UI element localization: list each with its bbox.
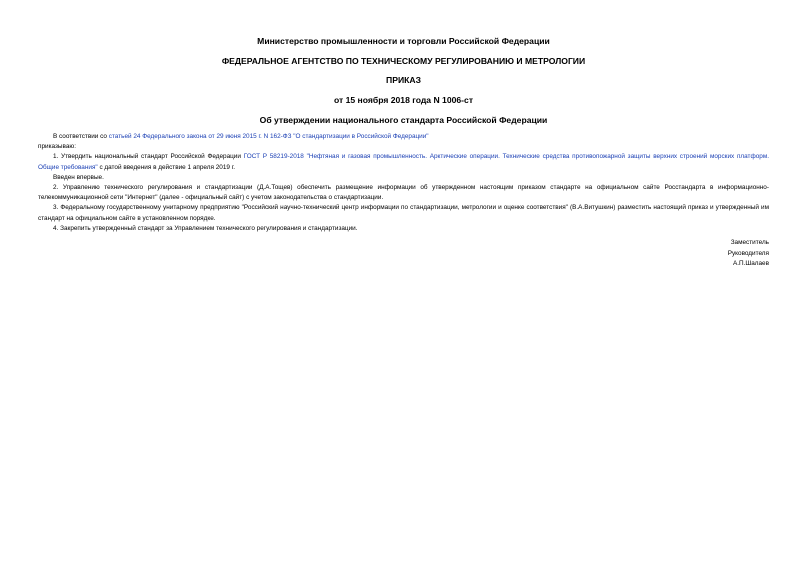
- item-1-suffix: с датой введения в действие 1 апреля 2019 г.: [97, 163, 236, 171]
- signature-position-line2: Руководителя: [727, 249, 769, 257]
- item-3-paragraph: 3. Федеральному государственному унитарному предприятию "Российский научно-технический центр информации по стандартизации, метрологии и оценке соответствия" (В.А.Витушкин) разместить настоящий приказ и утвержденный им стандарт на официальном сайте в установленном порядке.: [38, 204, 769, 222]
- intro-prefix: В соответствии со: [53, 133, 109, 140]
- item-1-paragraph: [38, 152, 769, 172]
- item-1-prefix: 1. Утвердить национальный стандарт Российской Федерации: [53, 153, 244, 161]
- introduced-first-note: Введен впервые.: [53, 173, 104, 181]
- item-2-paragraph: 2. Управлению технического регулирования и стандартизации (Д.А.Тощев) обеспечить размещение информации об утвержденном настоящим приказом стандарте на официальном сайте Росстандарта в информационно-телекоммуникационной сети "Интернет" (далее - официальный сайт) с учетом законодательства о стандартизации.: [38, 184, 769, 202]
- ministry-heading: Министерство промышленности и торговли Российской Федерации: [257, 36, 550, 46]
- signature-name: А.П.Шалаев: [732, 260, 769, 267]
- document-body: [38, 132, 769, 234]
- date-number-heading: от 15 ноября 2018 года N 1006-ст: [333, 95, 474, 105]
- item-4-paragraph: 4. Закрепить утвержденный стандарт за Управлением технического регулирования и стандартизации.: [53, 224, 358, 232]
- doc-type-heading: ПРИКАЗ: [386, 75, 421, 85]
- intro-paragraph: [38, 132, 769, 142]
- gost-standard-link[interactable]: ГОСТ Р 58219-2018 "Нефтяная и газовая промышленность. Арктические операции. Технические средства противопожарной защиты верхних строений морских платформ. Общие требования": [38, 153, 770, 171]
- signature-block: [728, 238, 769, 270]
- federal-law-link[interactable]: статьей 24 Федерального закона от 29 июня 2015 г. N 162-ФЗ "О стандартизации в Российской Федерации": [108, 133, 429, 140]
- signature-position-line1: Заместитель: [730, 239, 769, 246]
- order-word: приказываю:: [38, 143, 76, 151]
- agency-heading: ФЕДЕРАЛЬНОЕ АГЕНТСТВО ПО ТЕХНИЧЕСКОМУ РЕГУЛИРОВАНИЮ И МЕТРОЛОГИИ: [221, 56, 586, 66]
- document-title: Об утверждении национального стандарта Российской Федерации: [259, 115, 548, 125]
